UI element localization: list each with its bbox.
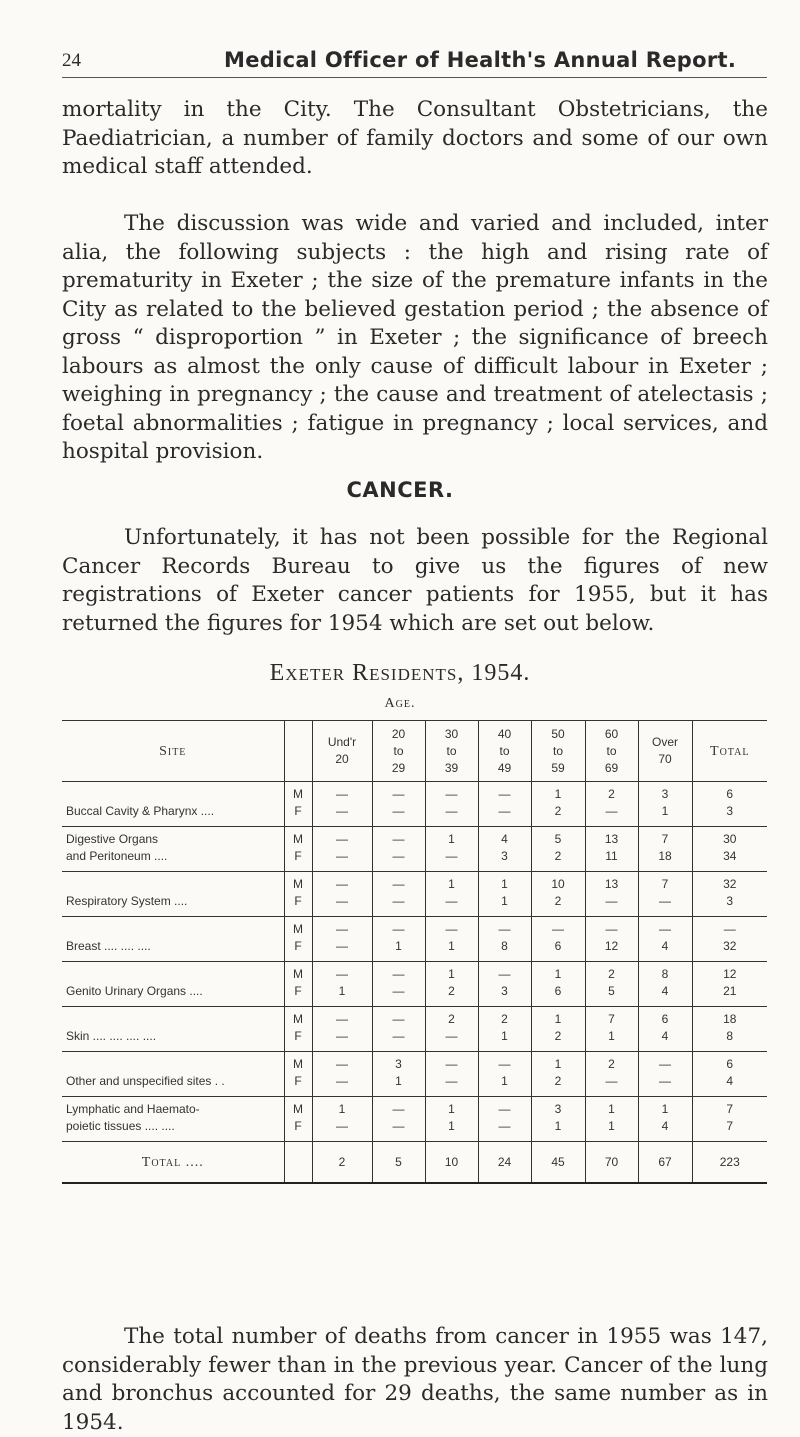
value-cell: — 8	[478, 917, 531, 962]
table-row	[62, 962, 767, 1007]
value-cell: — —	[312, 1052, 372, 1097]
value-cell: 3 1	[372, 1052, 425, 1097]
header-age-col: Over 70	[638, 721, 692, 782]
value-cell: — 4	[638, 917, 692, 962]
header-age-col: Und'r 20	[312, 721, 372, 782]
value-cell: 3 1	[638, 782, 692, 827]
value-cell: — —	[425, 1052, 478, 1097]
sex-cell: M F	[284, 1097, 312, 1142]
value-cell: 2 5	[585, 962, 638, 1007]
sex-cell: M F	[284, 917, 312, 962]
total-value-cell: 24	[478, 1142, 531, 1184]
total-value-cell: 10	[425, 1142, 478, 1184]
value-cell: — —	[372, 1007, 425, 1052]
site-cell: Skin .... .... .... ....	[62, 1007, 284, 1052]
value-cell: — 12	[585, 917, 638, 962]
sex-cell: M F	[284, 1052, 312, 1097]
paragraph-2: The discussion was wide and varied and included, inter alia, the following subjects : the high and rising rate of prematurity in Exeter ; the size of the premature infants in the City as related to the believed gestation period ; the absence of gross “ disproportion ” in Exeter ; the significance of breech labours as almost the only cause of difficult labour in Exeter ; weighing in pregnancy ; the cause and treatment of atelectasis ; foetal abnormalities ; fatigue in pregnancy ; local services, and hospital provision.	[62, 211, 768, 464]
total-label: Total ....	[62, 1142, 284, 1184]
value-cell: 1 —	[425, 872, 478, 917]
total-cell: 32 3	[692, 872, 767, 917]
table-title: Exeter Residents, 1954.	[269, 660, 531, 686]
value-cell: 13 11	[585, 827, 638, 872]
sex-cell: M F	[284, 1007, 312, 1052]
table-row	[62, 827, 767, 872]
value-cell: — —	[372, 962, 425, 1007]
table-header-row	[62, 721, 767, 782]
value-cell: 8 4	[638, 962, 692, 1007]
site-cell: Breast .... .... ....	[62, 917, 284, 962]
value-cell: 1 2	[531, 1052, 585, 1097]
header-sex	[284, 721, 312, 782]
site-cell: Buccal Cavity & Pharynx ....	[62, 782, 284, 827]
value-cell: 1 1	[585, 1097, 638, 1142]
running-title: Medical Officer of Health's Annual Report.	[224, 48, 737, 72]
sex-cell: M F	[284, 962, 312, 1007]
value-cell: 2 —	[585, 782, 638, 827]
total-value-cell: 70	[585, 1142, 638, 1184]
value-cell: — 6	[531, 917, 585, 962]
total-cell: 6 3	[692, 782, 767, 827]
value-cell: 1 2	[531, 782, 585, 827]
age-label: Age.	[384, 696, 416, 711]
table-row	[62, 1007, 767, 1052]
sex-cell: M F	[284, 782, 312, 827]
header-site: Site	[62, 721, 284, 782]
value-cell: — —	[312, 782, 372, 827]
value-cell: — 1	[425, 917, 478, 962]
sex-cell: M F	[284, 872, 312, 917]
total-cell: 12 21	[692, 962, 767, 1007]
site-cell: Genito Urinary Organs ....	[62, 962, 284, 1007]
value-cell: — 1	[312, 962, 372, 1007]
value-cell: — —	[638, 1052, 692, 1097]
value-cell: 1 1	[478, 872, 531, 917]
table-total-row	[62, 1142, 767, 1184]
site-cell: Other and unspecified sites . .	[62, 1052, 284, 1097]
value-cell: 13 —	[585, 872, 638, 917]
value-cell: — 1	[478, 1052, 531, 1097]
value-cell: 7 1	[585, 1007, 638, 1052]
page-header	[62, 50, 767, 80]
value-cell: 7 —	[638, 872, 692, 917]
value-cell: — —	[312, 827, 372, 872]
total-value-cell: 2	[312, 1142, 372, 1184]
page-number: 24	[62, 50, 81, 71]
table-row	[62, 872, 767, 917]
value-cell: — —	[312, 1007, 372, 1052]
total-value-cell: 5	[372, 1142, 425, 1184]
value-cell: 1 —	[312, 1097, 372, 1142]
value-cell: — 1	[372, 917, 425, 962]
total-cell: 7 7	[692, 1097, 767, 1142]
total-cell: 6 4	[692, 1052, 767, 1097]
header-rule	[62, 77, 767, 78]
total-blank-cell	[284, 1142, 312, 1184]
total-value-cell: 67	[638, 1142, 692, 1184]
value-cell: 7 18	[638, 827, 692, 872]
paragraph-3	[62, 524, 768, 638]
header-age-col: 40 to 49	[478, 721, 531, 782]
value-cell: 2 —	[425, 1007, 478, 1052]
value-cell: 1 2	[531, 1007, 585, 1052]
value-cell: — —	[478, 1097, 531, 1142]
value-cell: 5 2	[531, 827, 585, 872]
value-cell: 4 3	[478, 827, 531, 872]
table-row	[62, 1052, 767, 1097]
paragraph-3-text: Unfortunately, it has not been possible for the Regional Cancer Records Bureau to give us the figures of new registrations of Exeter cancer patients for 1955, but it has returned the figures for 1954 which are set out below.	[62, 525, 768, 636]
sex-cell: M F	[284, 827, 312, 872]
value-cell: 1 6	[531, 962, 585, 1007]
site-cell: Respiratory System ....	[62, 872, 284, 917]
value-cell: 1 2	[425, 962, 478, 1007]
value-cell: 6 4	[638, 1007, 692, 1052]
value-cell: — —	[478, 782, 531, 827]
table-row	[62, 782, 767, 827]
paragraph-4: The total number of deaths from cancer in 1955 was 147, considerably fewer than in the previous year. Cancer of the lung and bronchus accounted for 29 deaths, the same number as in 1954.	[62, 1324, 768, 1435]
site-cell: Lymphatic and Haemato- poietic tissues .... ....	[62, 1097, 284, 1142]
value-cell: — 3	[478, 962, 531, 1007]
cancer-table	[62, 720, 767, 1184]
total-cell: 18 8	[692, 1007, 767, 1052]
value-cell: — —	[372, 827, 425, 872]
value-cell: — —	[372, 782, 425, 827]
value-cell: 1 —	[425, 827, 478, 872]
total-cell: 30 34	[692, 827, 767, 872]
header-age-col: 50 to 59	[531, 721, 585, 782]
total-cell: — 32	[692, 917, 767, 962]
table-row	[62, 1097, 767, 1142]
value-cell: 1 1	[425, 1097, 478, 1142]
table-row	[62, 917, 767, 962]
total-value-cell: 223	[692, 1142, 767, 1184]
value-cell: 1 4	[638, 1097, 692, 1142]
site-cell: Digestive Organs and Peritoneum ....	[62, 827, 284, 872]
value-cell: 2 —	[585, 1052, 638, 1097]
header-age-col: 60 to 69	[585, 721, 638, 782]
value-cell: — —	[372, 872, 425, 917]
value-cell: — —	[312, 872, 372, 917]
header-total: Total	[692, 721, 767, 782]
value-cell: — —	[312, 917, 372, 962]
value-cell: — —	[372, 1097, 425, 1142]
value-cell: 3 1	[531, 1097, 585, 1142]
value-cell: 2 1	[478, 1007, 531, 1052]
header-age-col: 30 to 39	[425, 721, 478, 782]
section-heading: CANCER.	[346, 478, 454, 502]
value-cell: — —	[425, 782, 478, 827]
value-cell: 10 2	[531, 872, 585, 917]
paragraph-1: mortality in the City. The Consultant Obstetricians, the Paediatrician, a number of family doctors and some of our own medical staff attended.	[62, 97, 768, 179]
header-age-col: 20 to 29	[372, 721, 425, 782]
total-value-cell: 45	[531, 1142, 585, 1184]
